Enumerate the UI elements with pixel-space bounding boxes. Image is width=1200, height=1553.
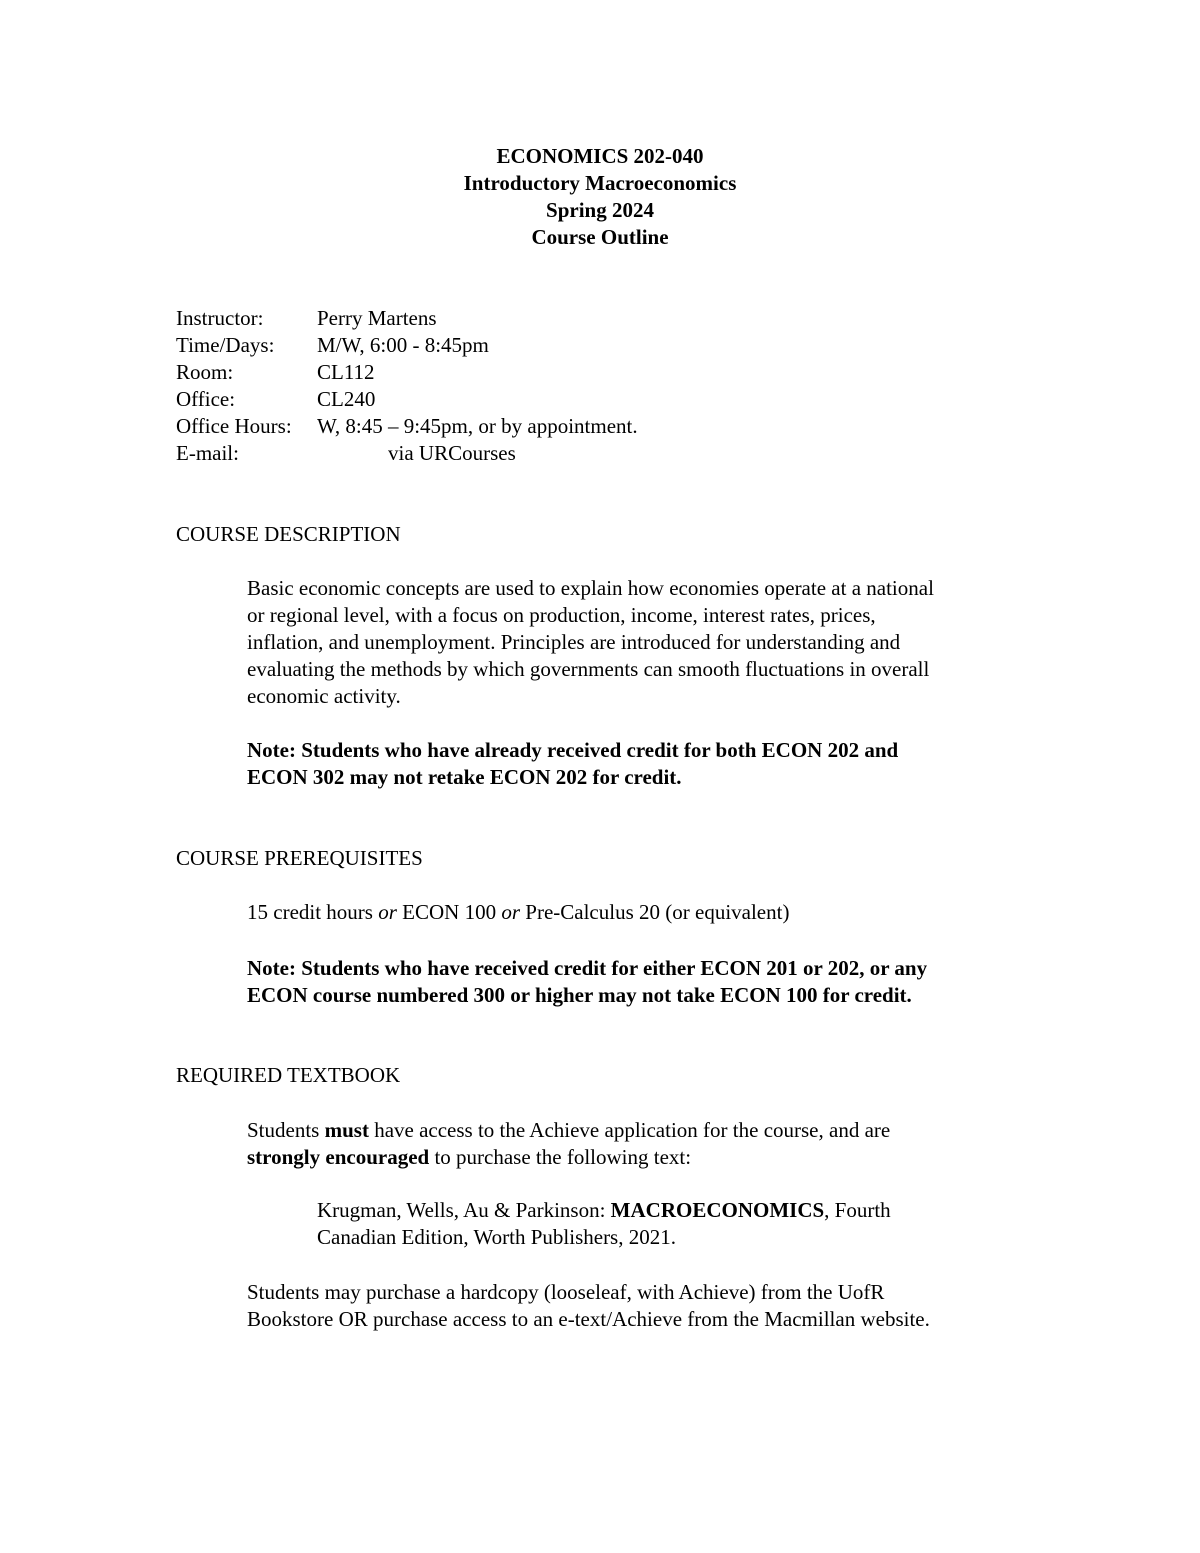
paragraph-line: economic activity. <box>247 684 401 708</box>
paragraph-line <box>247 899 1037 926</box>
info-label: Instructor: <box>176 306 264 330</box>
paragraph-line: or regional level, with a focus on production, income, interest rates, prices, <box>247 603 876 627</box>
paragraph-line: Basic economic concepts are used to explain how economies operate at a national <box>247 576 934 600</box>
citation-authors: Krugman, Wells, Au & Parkinson: <box>317 1198 611 1222</box>
intro-text: to purchase the following text: <box>429 1145 692 1169</box>
info-label: Room: <box>176 360 234 384</box>
info-value: CL240 <box>317 387 376 411</box>
paragraph-line: Students may purchase a hardcopy (looseleaf, with Achieve) from the UofR <box>247 1280 885 1304</box>
info-label: Office: <box>176 387 236 411</box>
section-heading-prerequisites: COURSE PREREQUISITES <box>176 846 423 870</box>
info-value: W, 8:45 – 9:45pm, or by appointment. <box>317 414 638 438</box>
info-value: M/W, 6:00 - 8:45pm <box>317 333 489 357</box>
info-label: Office Hours: <box>176 414 292 438</box>
emphasis-strongly-encouraged: strongly encouraged <box>247 1145 430 1169</box>
note-line: ECON course numbered 300 or higher may not take ECON 100 for credit. <box>247 983 912 1007</box>
paragraph-line: inflation, and unemployment. Principles are introduced for understanding and <box>247 630 901 654</box>
prereq-text: 15 credit hours <box>247 900 379 924</box>
prerequisites-note <box>247 955 1037 1009</box>
citation-line <box>317 1197 891 1224</box>
course-title: Introductory Macroeconomics <box>463 171 737 195</box>
info-value: Perry Martens <box>317 306 437 330</box>
prereq-or: or <box>501 900 521 924</box>
prereq-text: ECON 100 <box>396 900 502 924</box>
prereq-or: or <box>378 900 397 924</box>
section-heading-description: COURSE DESCRIPTION <box>176 522 401 546</box>
prerequisites-line <box>247 899 1037 926</box>
textbook-citation <box>317 1197 891 1251</box>
info-value: via URCourses <box>388 441 516 465</box>
document-type: Course Outline <box>531 225 669 249</box>
textbook-intro <box>247 1117 1037 1171</box>
emphasis-must: must <box>324 1118 369 1142</box>
document-header <box>0 143 1200 251</box>
prereq-text: Pre-Calculus 20 (or equivalent) <box>520 900 790 924</box>
course-term: Spring 2024 <box>546 198 654 222</box>
info-label: Time/Days: <box>176 333 275 357</box>
note-line: Note: Students who have already received credit for both ECON 202 and <box>247 738 899 762</box>
citation-line: Canadian Edition, Worth Publishers, 2021. <box>317 1225 676 1249</box>
note-line: Note: Students who have received credit for either ECON 201 or 202, or any <box>247 956 928 980</box>
paragraph-line <box>247 1117 1037 1144</box>
info-label: E-mail: <box>176 441 239 465</box>
intro-text: Students <box>247 1118 325 1142</box>
paragraph-line <box>247 1144 1037 1171</box>
textbook-purchase-info <box>247 1279 1037 1333</box>
info-value: CL112 <box>317 360 375 384</box>
description-note <box>247 737 1037 791</box>
section-heading-textbook: REQUIRED TEXTBOOK <box>176 1063 401 1087</box>
paragraph-line: Bookstore OR purchase access to an e-text/Achieve from the Macmillan website. <box>247 1307 930 1331</box>
citation-title: MACROECONOMICS <box>610 1198 825 1222</box>
citation-edition: , Fourth <box>824 1198 891 1222</box>
description-paragraph <box>247 575 1037 710</box>
intro-text: have access to the Achieve application for the course, and are <box>368 1118 891 1142</box>
paragraph-line: evaluating the methods by which governments can smooth fluctuations in overall <box>247 657 930 681</box>
note-line: ECON 302 may not retake ECON 202 for credit. <box>247 765 682 789</box>
course-code: ECONOMICS 202-040 <box>496 144 704 168</box>
